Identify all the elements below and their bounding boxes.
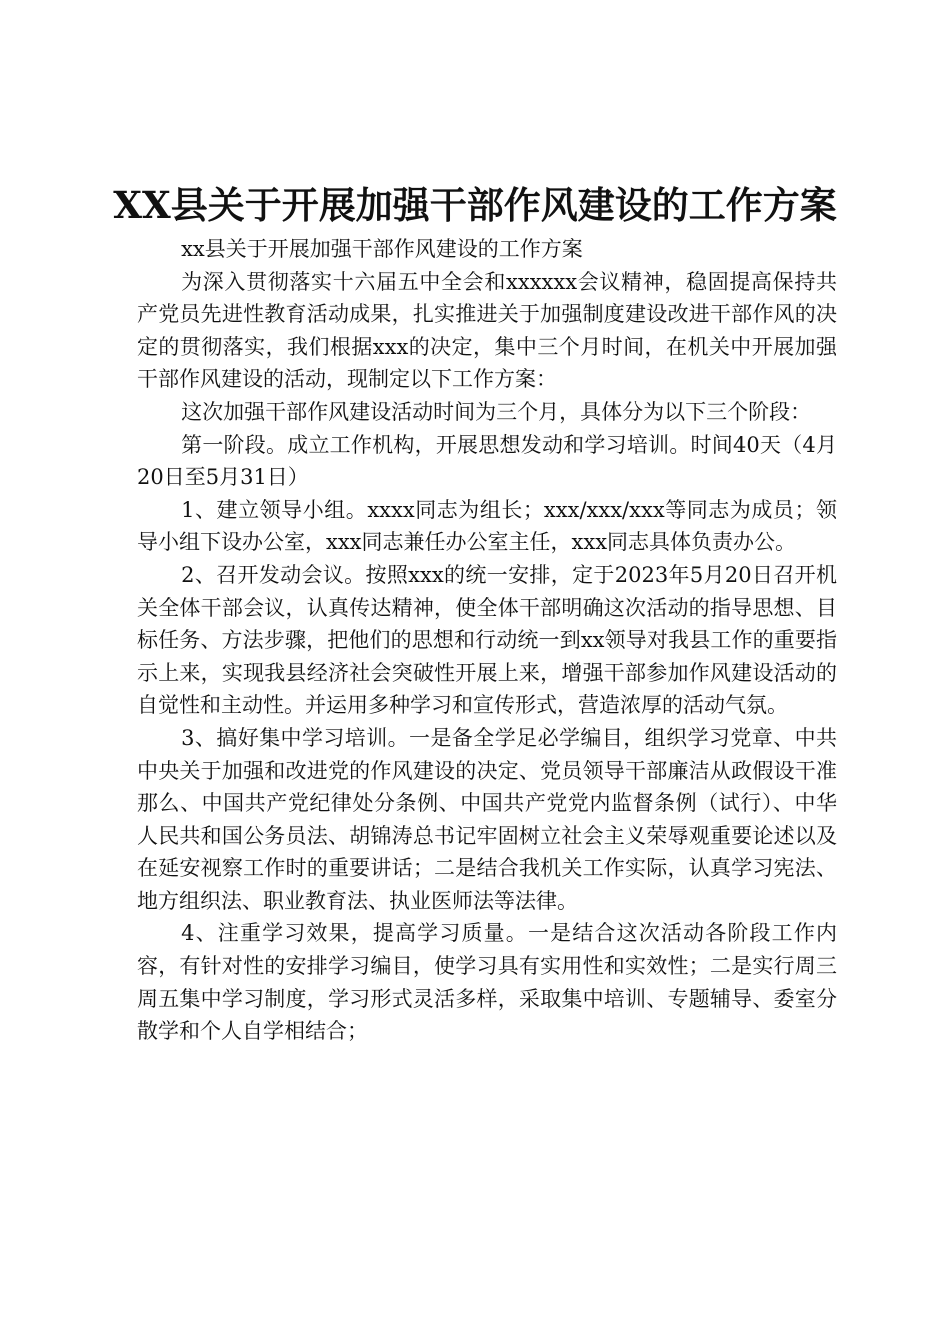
paragraph-phase-one: 第一阶段。成立工作机构，开展思想发动和学习培训。时间40天（4月20日至5月31日） [137, 432, 837, 490]
paragraph-item-1: 1、建立领导小组。xxxx同志为组长；xxx/xxx/xxx等同志为成员；领导小组下设办公室，xxx同志兼任办公室主任，xxx同志具体负责办公。 [137, 497, 837, 555]
paragraph-item-3: 3、搞好集中学习培训。一是备全学足必学编目，组织学习党章、中共中央关于加强和改进党的作风建设的决定、党员领导干部廉洁从政假设干准那么、中国共产党纪律处分条例、中国共产党党内监督条例（试行）、中华人民共和国公务员法、胡锦涛总书记牢固树立社会主义荣辱观重要论述以及在延安视察工作时的重要讲话；二是结合我机关工作实际，认真学习宪法、地方组织法、职业教育法、执业医师法等法律。 [137, 725, 837, 913]
paragraph-intro: 为深入贯彻落实十六届五中全会和xxxxxx会议精神，稳固提高保持共产党员先进性教育活动成果，扎实推进关于加强制度建设改进干部作风的决定的贯彻落实，我们根据xxx的决定，集中三个月时间，在机关中开展加强干部作风建设的活动，现制定以下工作方案： [137, 269, 837, 392]
paragraph-subtitle: xx县关于开展加强干部作风建设的工作方案 [181, 237, 583, 261]
paragraph-item-4: 4、注重学习效果，提高学习质量。一是结合这次活动各阶段工作内容，有针对性的安排学习编目，使学习具有实用性和实效性；二是实行周三周五集中学习制度，学习形式灵活多样，采取集中培训、专题辅导、委室分散学和个人自学相结合； [137, 921, 837, 1044]
document-title: XX县关于开展加强干部作风建设的工作方案 [113, 183, 837, 227]
paragraph-duration: 这次加强干部作风建设活动时间为三个月，具体分为以下三个阶段： [181, 399, 812, 424]
paragraph-item-2: 2、召开发动会议。按照xxx的统一安排，定于2023年5月20日召开机关全体干部会议，认真传达精神，使全体干部明确这次活动的指导思想、目标任务、方法步骤，把他们的思想和行动统一到xx领导对我县工作的重要指示上来，实现我县经济社会突破性开展上来，增强干部参加作风建设活动的自觉性和主动性。并运用多种学习和宣传形式，营造浓厚的活动气氛。 [137, 562, 837, 718]
document-body [137, 233, 837, 1048]
